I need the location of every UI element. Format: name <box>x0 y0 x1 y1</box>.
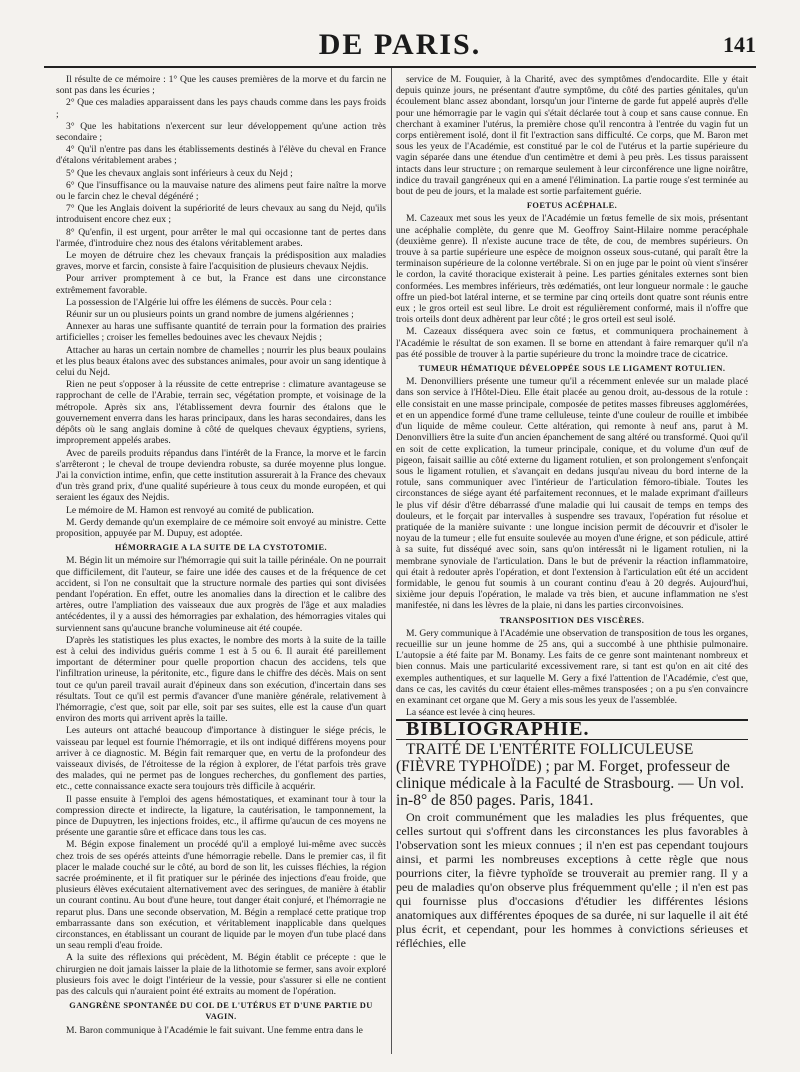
left-column <box>56 74 386 1054</box>
book-citation: TRAITÉ DE L'ENTÉRITE FOLLICULEUSE (FIÈVRE TYPHOÏDE) ; par M. Forget, professeur de clinique médicale à la Faculté de Strasbourg. — Un vol. in-8° de 850 pages. Paris, 1841. <box>396 740 744 809</box>
paragraph: La possession de l'Algérie lui offre les élémens de succès. Pour cela : <box>66 296 332 308</box>
paragraph: 2° Que ces maladies apparaissent dans les pays chauds comme dans les pays froids ; <box>56 97 386 120</box>
paragraph: M. Baron communique à l'Académie le fait suivant. Une femme entra dans le <box>66 1024 363 1036</box>
paragraph: Annexer au haras une suffisante quantité de terrain pour la formation des prairies artificielles ; croiser les femelles bedouines avec les chevaux Nejdis ; <box>56 321 386 344</box>
paragraph: A la suite des réflexions qui précèdent, M. Bégin établit ce précepte : que le chirurgien ne doit jamais laisser la plaie de la lithotomie se fermer, sans avoir exploré plusieurs fois avec le doigt l'intérieur de la vessie, pour s'assurer si elle ne contient pas des calculs qui n'auraient point été extraits au moment de l'opération. <box>56 952 386 998</box>
paragraph: Il passe ensuite à l'emploi des agens hémostatiques, et examinant tour à tour la compression directe et indirecte, la ligature, la cautérisation, le tamponnement, la pince de Dupuytren, les injections froides, etc., il affirme qu'aucun de ces moyens ne présente une garantie sûre et efficace dans tous les cas. <box>56 793 386 839</box>
section-heading: HÉMORRAGIE A LA SUITE DE LA CYSTOTOMIE. <box>115 543 327 553</box>
paragraph: M. Bégin lit un mémoire sur l'hémorragie qui suit la taille périnéale. On ne pourrait que difficilement, dit l'auteur, se faire une idée des causes et de la fréquence de cet accident, si l'on ne consultait que la structure normale des parties qui sont divisées pendant l'opération. En effet, outre les anomalies dans la direction et le calibre des artères, outre l'ampliation des vaisseaux due aux progrès de l'âge et aux maladies antécédentes, il y a aussi des hémorragies par exhalation, des hémorragies vitales qui surviennent sans qu'aucune branche volumineuse ait été coupée. <box>56 555 386 634</box>
paragraph: M. Denonvilliers présente une tumeur qu'il a récemment enlevée sur un malade placé dans son service à l'Hôtel-Dieu. Elle était placée au genou droit, au-dessous de la rotule : elle consistait en une masse principale, composée de petites masses fibreuses agglomérées, et en un appendice formé d'une trame celluleuse, teinte d'une couleur de rouille et imbibée d'un liquide de même couleur. Cette altération, qui remonte à neuf ans, parut à M. Denonvilliers être la suite d'un ancien épanchement de sang altéré ou transformé. Quoi qu'il en soit de cette explication, la tumeur principale, conique, et du volume d'un œuf de pigeon, faisait saillie au côté externe du ligament rotulien, et son prolongement s'enfonçait sous le ligament rotulien, et s'avançait en dedans jusqu'au niveau du bord interne de la rotule, sans communiquer avec l'intérieur de l'articulation fémoro-tibiale. Toutes les circonstances de siége ayant été parfaitement reconnues, et le malade exprimant d'ailleurs le plus vif désir d'être débarrassé d'une maladie qui lui causait de temps en temps des douleurs, et le forçait par intervalles à suspendre ses travaux, l'opération fut résolue et pratiquée de la manière suivante : une longue incision permit de découvrir et d'isoler le noyau de la tumeur ; elle fut ensuite soulevée au moyen d'une érigne, et son pédicule, attiré à sa suite, fut disséqué avec soin, sans qu'on intéressât ni le ligament rotulien, ni la membrane synoviale de l'articulation. Dans le but de prévenir la réaction inflammatoire, qui était à redouter après l'opération, et dont l'extension à l'articulation eût été un accident formidable, le genou fut soumis à un courant continu d'eau à 20 degrés. Aujourd'hui, sixième jour depuis l'opération, le malade va très bien, et aucune inflammation ne s'est manifestée, ni dans les lèvres de la plaie, ni dans les parties circonvoisines. <box>396 376 748 612</box>
bibliography-title: BIBLIOGRAPHIE. <box>396 719 748 739</box>
paragraph: Attacher au haras un certain nombre de chamelles ; nourrir les plus beaux poulains et les plus beaux étalons avec des substances animales, pour avoir un sang identique à celui du Nejd. <box>56 344 386 379</box>
paragraph: 7° Que les Anglais doivent la supériorité de leurs chevaux au sang du Nejd, qu'ils introduisent encore chez eux ; <box>56 203 386 226</box>
right-column <box>396 74 748 1054</box>
page-title: DE PARIS. <box>318 28 482 61</box>
paragraph: Réunir sur un ou plusieurs points un grand nombre de jumens algériennes ; <box>66 309 354 321</box>
paragraph: M. Gerdy demande qu'un exemplaire de ce mémoire soit envoyé au ministre. Cette proposition, appuyée par M. Dupuy, est adoptée. <box>56 516 386 539</box>
paragraph: 8° Qu'enfin, il est urgent, pour arrêter le mal qui occasionne tant de pertes dans l'armée, d'introduire chez nous des étalons véritablement arabes. <box>56 226 386 249</box>
paragraph: 6° Que l'insuffisance ou la mauvaise nature des alimens peut faire naître la morve ou le farcin chez le cheval dégénéré ; <box>56 179 386 203</box>
paragraph: Les auteurs ont attaché beaucoup d'importance à distinguer le siége précis, le vaisseau par lequel est fournie l'hémorragie, et ils ont indiqué différens moyens pour arriver à ce diagnostic. M. Bégin fait remarquer que, en vertu de la profondeur des vaisseaux divisés, de l'étroitesse de la région à explorer, de l'état parfois très grave des malades, qui ne permet pas de longues recherches, du gonflement des parties, etc., cette connaissance exacte sera toujours très difficile à acquérir. <box>56 725 386 793</box>
paragraph: Le moyen de détruire chez les chevaux français la prédisposition aux maladies graves, morve et farcin, consiste à faire l'acquisition de plusieurs chevaux Nejdis. <box>56 250 386 273</box>
paragraph: Rien ne peut s'opposer à la réussite de cette entreprise : climature avantageuse se rapprochant de celle de l'Arabie, terrain sec, végétation prompte, et voisinage de la métropole. Après six ans, l'établissement devra fournir des étalons que le gouvernement enverra dans les haras principaux, dans les haras secondaires, dans les dépôts où le sang anglais domine à côté de quelques chevaux égyptiens, syriens, improprement appelés arabes. <box>56 379 386 447</box>
section-heading: TRANSPOSITION DES VISCÈRES. <box>499 615 645 625</box>
paragraph: D'après les statistiques les plus exactes, le nombre des morts à la suite de la taille est à celui des individus guéris comme 1 est à 5 ou 6. Il aurait été pareillement important de déterminer pour quelle proportion chacun des accidens, tels que l'infiltration urineuse, la péritonite, etc., figure dans le chiffre des décès. Mais on sent tout ce qu'un pareil travail aurait d'épineux dans son exécution, d'incertain dans ses résultats. Tout ce qu'il est permis d'avancer d'une manière générale, relativement à l'hémorragie, c'est que, soit par elle, soit par ses suites, elle est la cause d'un quart environ des morts qui arrivent après la taille. <box>56 634 386 725</box>
paragraph: 5° Que les chevaux anglais sont inférieurs à ceux du Nejd ; <box>66 167 293 179</box>
section-heading: FOETUS ACÉPHALE. <box>526 201 618 211</box>
page-header <box>44 26 756 68</box>
section-heading: GANGRÈNE SPONTANÉE DU COL DE L'UTÉRUS ET D'UNE PARTIE DU VAGIN. <box>69 1001 373 1022</box>
paragraph: M. Bégin expose finalement un procédé qu'il a employé lui-même avec succès chez trois de ses opérés atteints d'une hémorragie rebelle. Dans le premier cas, il fit placer le malade couché sur le côté, au bord de son lit, les cuisses fléchies, la région sacrée proéminente, et il fit pratiquer sur le périnée des injections d'eau froide, que plusieurs élèves exécutaient alternativement avec des seringues, de manière à établir un courant continu. Au bout d'une heure, tout danger était conjuré, et l'hémorragie ne reparut plus. Dans une seconde observation, M. Bégin a remplacé cette pratique trop embarrassante dans son exécution, et véritablement inapplicable dans quelques circonstances, en établissant un courant de liquide par le moyen d'un tube placé dans un seau rempli d'eau froide. <box>56 839 386 952</box>
paragraph: M. Cazeaux met sous les yeux de l'Académie un fœtus femelle de six mois, présentant une acéphalie complète, du genre que M. Geoffroy Saint-Hilaire nomme peracéphale (deuxième genre). Il n'existe aucune trace de tête, de cou, de membres supérieurs. On trouve à sa partie supérieure une espèce de moignon osseux sous-cutané, qui paraît être la terminaison supérieure de la colonne vertébrale. Si on en juge par le point où vient s'insérer le cordon, la cavité thoracique existerait à peine. Les parties génitales externes sont bien conformées. Les membres inférieurs, très œdématiés, ont leur longueur normale : le gauche offre un pied-bot latéral interne, et se termine par cinq orteils dont quatre sont réunis entre eux ; le gros orteil est seul libre. Le droit est régulièrement conformé, mais il n'offre que trois orteils dont deux adhèrent par leur côté ; le gros orteil est seul isolé. <box>396 213 748 326</box>
paragraph: 3° Que les habitations n'exercent sur leur développement qu'une action très secondaire ; <box>56 120 386 144</box>
section-heading: TUMEUR HÉMATIQUE DÉVELOPPÉE SOUS LE LIGAMENT ROTULIEN. <box>418 364 726 374</box>
bibliography-paragraph: On croit communément que les maladies les plus fréquentes, que celles surtout qui s'offrent dans les circonstances les plus favorables à l'observation sont les mieux connues ; il n'en est pas cependant toujours ainsi, et parmi les nombreuses exceptions à cette règle que nous pourrions citer, la fièvre typhoïde se trouverait au premier rang. Il y a peu de maladies qu'on observe plus fréquemment qu'elle ; il n'en est pas qui fournisse plus d'occasions d'étudier les différentes lésions anatomiques aux différentes époques de sa durée, ni sur laquelle il ait été plus écrit, et cependant, pour les hommes à convictions sérieuses et réfléchies, elle <box>396 809 748 950</box>
paragraph: Il résulte de ce mémoire : 1° Que les causes premières de la morve et du farcin ne sont pas dans les écuries ; <box>56 74 386 97</box>
paragraph: M. Gery communique à l'Académie une observation de transposition de tous les organes, recueillie sur un jeune homme de 25 ans, qui a succombé à une phthisie pulmonaire. L'autopsie a été faite par M. Bonamy. Les faits de ce genre sont maintenant nombreux et bien connus. Mais une particularité excessivement rare, si tant est qu'on en ait cité des exemples authentiques, et sur laquelle M. Gery a fixé l'attention de l'Académie, c'est que, dans ce cas, les cavités du cœur étaient elles-mêmes transposées ; on a pu s'en convaincre en examinant cet organe que M. Gery a mis sous les yeux de l'assemblée. <box>396 627 748 706</box>
paragraph: M. Cazeaux disséquera avec soin ce fœtus, et communiquera prochainement à l'Académie le résultat de son examen. Il se borne en attendant à faire remarquer qu'il n'a pas été possible de trouver à la partie supérieure du tronc la moindre trace de cicatrice. <box>396 326 748 360</box>
paragraph: Le mémoire de M. Hamon est renvoyé au comité de publication. <box>66 504 314 516</box>
column-divider <box>391 68 392 1054</box>
paragraph: Avec de pareils produits répandus dans l'intérêt de la France, la morve et le farcin s'arrêteront ; le cheval de troupe deviendra robuste, sa durée moyenne plus longue. J'ai la conviction intime, enfin, que cette institution assurerait à la France des chevaux d'un très grand prix, d'une qualité supérieure à tous ceux du monde européen, et qui seraient les égaux des Nejdis. <box>56 447 386 504</box>
paragraph: Pour arriver promptement à ce but, la France est dans une circonstance extrêmement favorable. <box>56 273 386 296</box>
paragraph: 4° Qu'il n'entre pas dans les établissements destinés à l'élève du cheval en France d'étalons véritablement arabes ; <box>56 144 386 167</box>
page-number: 141 <box>723 32 756 57</box>
paragraph: La séance est levée à cinq heures. <box>406 707 536 719</box>
paragraph: service de M. Fouquier, à la Charité, avec des symptômes d'endocardite. Elle y était depuis quinze jours, ne présentant d'autre symptôme, du côté des parties génitales, qu'un écoulement blanc assez abondant, lorsqu'un jour l'interne de garde fut appelé auprès d'elle pour une hémorragie par le vagin qui s'était déclarée tout à coup et sans cause connue. En cherchant à examiner l'utérus, la première chose qu'il rencontra à l'entrée du vagin fut un corps entièrement isolé, dont il fit l'extraction sans difficulté. Ce corps, que M. Baron met sous les yeux de l'Académie, est constitué par le col de l'utérus et la partie supérieure du vagin séparée dans une étendue d'un centimètre et demi à peu près. Les tissus paraissent intacts dans leur structure ; on remarque seulement à leur circonférence une ligne noirâtre, indice du travail gangréneux qui en a amené l'élimination. La partie rouge s'est terminée au bout de peu de jours, et la malade est sortie parfaitement guérie. <box>396 74 748 198</box>
